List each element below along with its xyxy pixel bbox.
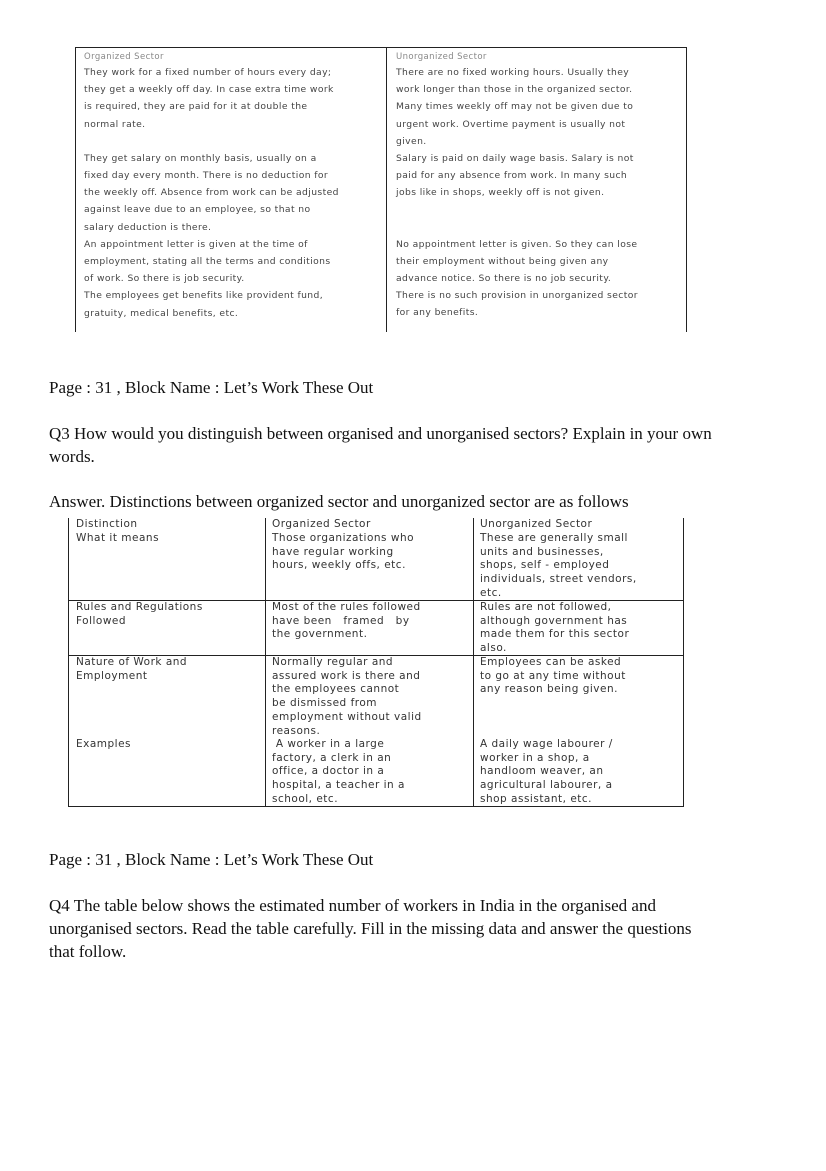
organized-cell: Most of the rules followed have been framed by the government.: [272, 601, 421, 641]
organized-cell: They work for a fixed number of hours every day; they get a weekly off day. In case extra time work is required, they are paid for it at double the normal rate.: [84, 67, 334, 130]
distinction-cell: Examples: [76, 738, 132, 750]
unorganized-cell: There are no fixed working hours. Usually they work longer than those in the organized sector. Many times weekly off may not be given due to urgent work. Overtime payment is usually not given.: [396, 67, 634, 147]
unorganized-cell: Rules are not followed, although government has made them for this sector also.: [480, 601, 630, 655]
organized-header: Organized Sector: [272, 518, 371, 530]
organized-column: [84, 48, 380, 332]
unorganized-cell: Salary is paid on daily wage basis. Salary is not paid for any absence from work. In many such jobs like in shops, weekly off is not given.: [396, 153, 634, 199]
organized-cell: The employees get benefits like provident fund, gratuity, medical benefits, etc.: [84, 290, 324, 319]
unorganized-cell: Employees can be asked to go at any time without any reason being given.: [480, 656, 626, 696]
distinction-cell: Rules and Regulations Followed: [76, 601, 203, 627]
distinction-cell: What it means: [76, 532, 160, 544]
distinction-cell: Nature of Work and Employment: [76, 656, 188, 682]
question-q3: Q3 How would you distinguish between organised and unorganised sectors? Explain in your own words.: [49, 424, 712, 466]
organized-header: Organized Sector: [84, 52, 164, 62]
unorganized-cell: No appointment letter is given. So they can lose their employment without being given any advance notice. So there is no job security.: [396, 238, 638, 285]
unorganized-header: Unorganized Sector: [480, 518, 593, 530]
unorganized-cell: There is no such provision in unorganized sector for any benefits.: [396, 290, 638, 319]
organized-cell: Those organizations who have regular working hours, weekly offs, etc.: [272, 532, 415, 572]
organized-cell: They get salary on monthly basis, usually on a fixed day every month. There is no deduction for the weekly off. Absence from work can be adjusted against leave due to an employee, so that no salary deduction is there.: [84, 152, 339, 233]
unorganized-cell: These are generally small units and businesses, shops, self - employed individuals, street vendors, etc.: [480, 532, 637, 599]
answer-text: Answer. Distinctions between organized sector and unorganized sector are as follows: [49, 492, 629, 511]
unorganized-header: Unorganized Sector: [396, 52, 487, 62]
block-heading: Page : 31 , Block Name : Let’s Work These Out: [49, 850, 374, 869]
column-divider: [473, 518, 474, 806]
organized-cell: A worker in a large factory, a clerk in an office, a doctor in a hospital, a teacher in a school, etc.: [272, 738, 405, 805]
distinction-header: Distinction: [76, 518, 138, 530]
question-q4: Q4 The table below shows the estimated number of workers in India in the organised and unorganised sectors. Read the table carefully. Fill in the missing data and answer the questions that follow.: [49, 896, 692, 961]
unorganized-column: [396, 48, 678, 332]
unorganized-cell: A daily wage labourer / worker in a shop, a handloom weaver, an agricultural labourer, a shop assistant, etc.: [480, 738, 613, 805]
column-divider: [386, 48, 387, 332]
organized-cell: An appointment letter is given at the time of employment, stating all the terms and conditions of work. So there is job security.: [84, 238, 331, 285]
comparison-table-top: [75, 47, 687, 332]
distinction-table: [68, 518, 684, 807]
organized-cell: Normally regular and assured work is there and the employees cannot be dismissed from employment without valid reasons.: [272, 656, 422, 737]
column-divider: [265, 518, 266, 806]
block-heading: Page : 31 , Block Name : Let’s Work These Out: [49, 378, 374, 397]
